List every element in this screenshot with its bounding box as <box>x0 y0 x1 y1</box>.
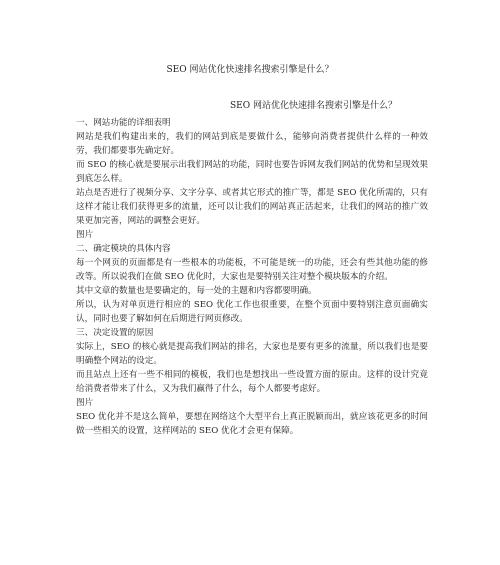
image-placeholder-label: 图片 <box>76 398 94 408</box>
paragraph: 而且站点上还有一些不相同的模板，我们也是想找出一些设置方面的原由。这样的设计究竟给消费者带来了什么，又为我们赢得了什么，每个人都要考虑好。 <box>76 370 428 394</box>
paragraph: 站点是否进行了视频分享、文字分享、或者其它形式的推广等，都是 SEO 优化所需的，只有这样才能让我们获得更多的流量，还可以让我们的网站真正活起来，让我们的网站的推广效果更加完善，网站的调整会更好。 <box>76 188 428 226</box>
image-placeholder-label: 图片 <box>76 230 94 240</box>
page-subtitle: SEO 网站优化快速排名搜索引擎是什么？ <box>230 101 397 111</box>
article-body <box>76 116 428 438</box>
paragraph: 所以，认为对单页进行相应的 SEO 优化工作也很重要，在整个页面中要特别注意页面确实认，同时也要了解如何在后期进行网页修改。 <box>76 300 428 324</box>
section-heading-2: 二、确定模块的具体内容 <box>76 244 171 254</box>
paragraph: 实际上，SEO 的核心就是提高我们网站的排名，大家也是要有更多的流量，所以我们也是要明确整个网站的设定。 <box>76 342 428 366</box>
paragraph: 其中文章的数量也是要确定的，每一处的主题和内容都要明确。 <box>76 286 317 296</box>
paragraph: 网站是我们构建出来的，我们的网站到底是要做什么，能够向消费者提供什么样的一种效劳，我们都要事先确定好。 <box>76 132 428 156</box>
section-heading-3: 三、决定设置的原因 <box>76 328 154 338</box>
section-heading-1: 一、网站功能的详细表明 <box>76 118 171 128</box>
paragraph: 而 SEO 的核心就是要展示出我们网站的功能，同时也要告诉网友我们网站的优势和呈现效果到底怎么样。 <box>76 160 428 184</box>
paragraph: SEO 优化并不是这么简单，要想在网络这个大型平台上真正脱颖而出，就应该花更多的时间做一些相关的设置，这样网站的 SEO 优化才会更有保障。 <box>76 412 428 436</box>
page-title: SEO 网站优化快速排名搜索引擎是什么？ <box>166 65 334 75</box>
paragraph: 每一个网页的页面都是有一些根本的功能板，不可能是统一的功能，还会有些其他功能的修改等。所以说我们在做 SEO 优化时，大家也是要特别关注对整个模块版本的介绍。 <box>76 258 428 282</box>
